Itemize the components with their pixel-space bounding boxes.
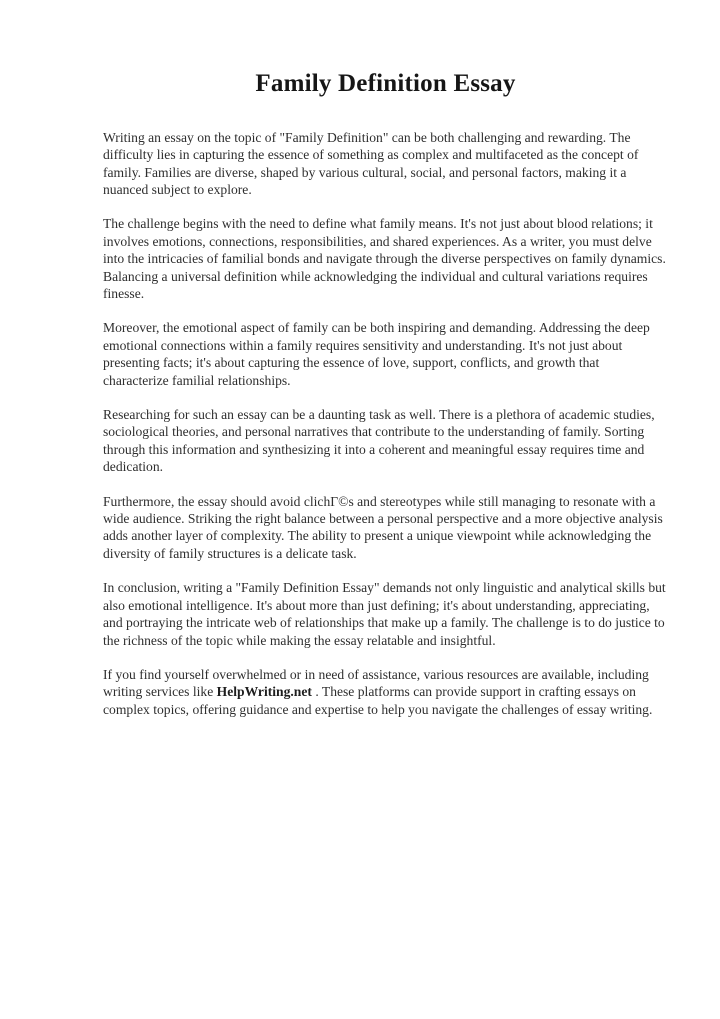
essay-paragraph-6: In conclusion, writing a "Family Definition Essay" demands not only linguistic and analytical skills but also emotional intelligence. It's about more than just defining; it's about understanding, appreciating, and portraying the intricate web of relationships that make up a family. The challenge is to do justice to the richness of the topic while making the essay relatable and insightful. [103,580,666,648]
essay-paragraph-7 [103,666,668,718]
essay-paragraph-4: Researching for such an essay can be a daunting task as well. There is a plethora of academic studies, sociological theories, and personal narratives that contribute to the understanding of family. Sorting through this information and synthesizing it into a coherent and meaningful essay requires time and dedication. [103,407,655,475]
brand-name: HelpWriting.net [216,684,312,700]
essay-paragraph-5: Furthermore, the essay should avoid clichГ©s and stereotypes while still managing to resonate with a wide audience. Striking the right balance between a personal perspective and a more objective analysis adds another layer of complexity. The ability to present a unique viewpoint while acknowledging the diversity of family structures is a delicate task. [103,493,663,561]
essay-paragraph-3: Moreover, the emotional aspect of family can be both inspiring and demanding. Addressing the deep emotional connections within a family requires sensitivity and understanding. It's not just about presenting facts; it's about capturing the essence of love, support, conflicts, and growth that characterize familial relationships. [103,320,650,388]
page-title: Family Definition Essay [255,70,516,97]
essay-body [103,129,668,718]
essay-paragraph-2: The challenge begins with the need to define what family means. It's not just about blood relations; it involves emotions, connections, responsibilities, and shared experiences. As a writer, you must delve into the intricacies of familial bonds and navigate through the diverse perspectives on family dynamics. Balancing a universal definition while acknowledging the individual and cultural variations requires finesse. [103,216,666,301]
closing-text-after: . These platforms can provide support in crafting essays on complex topics, offering guidance and expertise to help you navigate the challenges of essay writing. [103,684,653,717]
closing-text-before: If you find yourself overwhelmed or in need of assistance, various resources are available, including writing services like [103,666,649,700]
essay-paragraph-1: Writing an essay on the topic of "Family Definition" can be both challenging and rewarding. The difficulty lies in capturing the essence of something as complex and multifaceted as the concept of family. Families are diverse, shaped by various cultural, social, and personal factors, making it a nuanced subject to explore. [103,129,639,197]
